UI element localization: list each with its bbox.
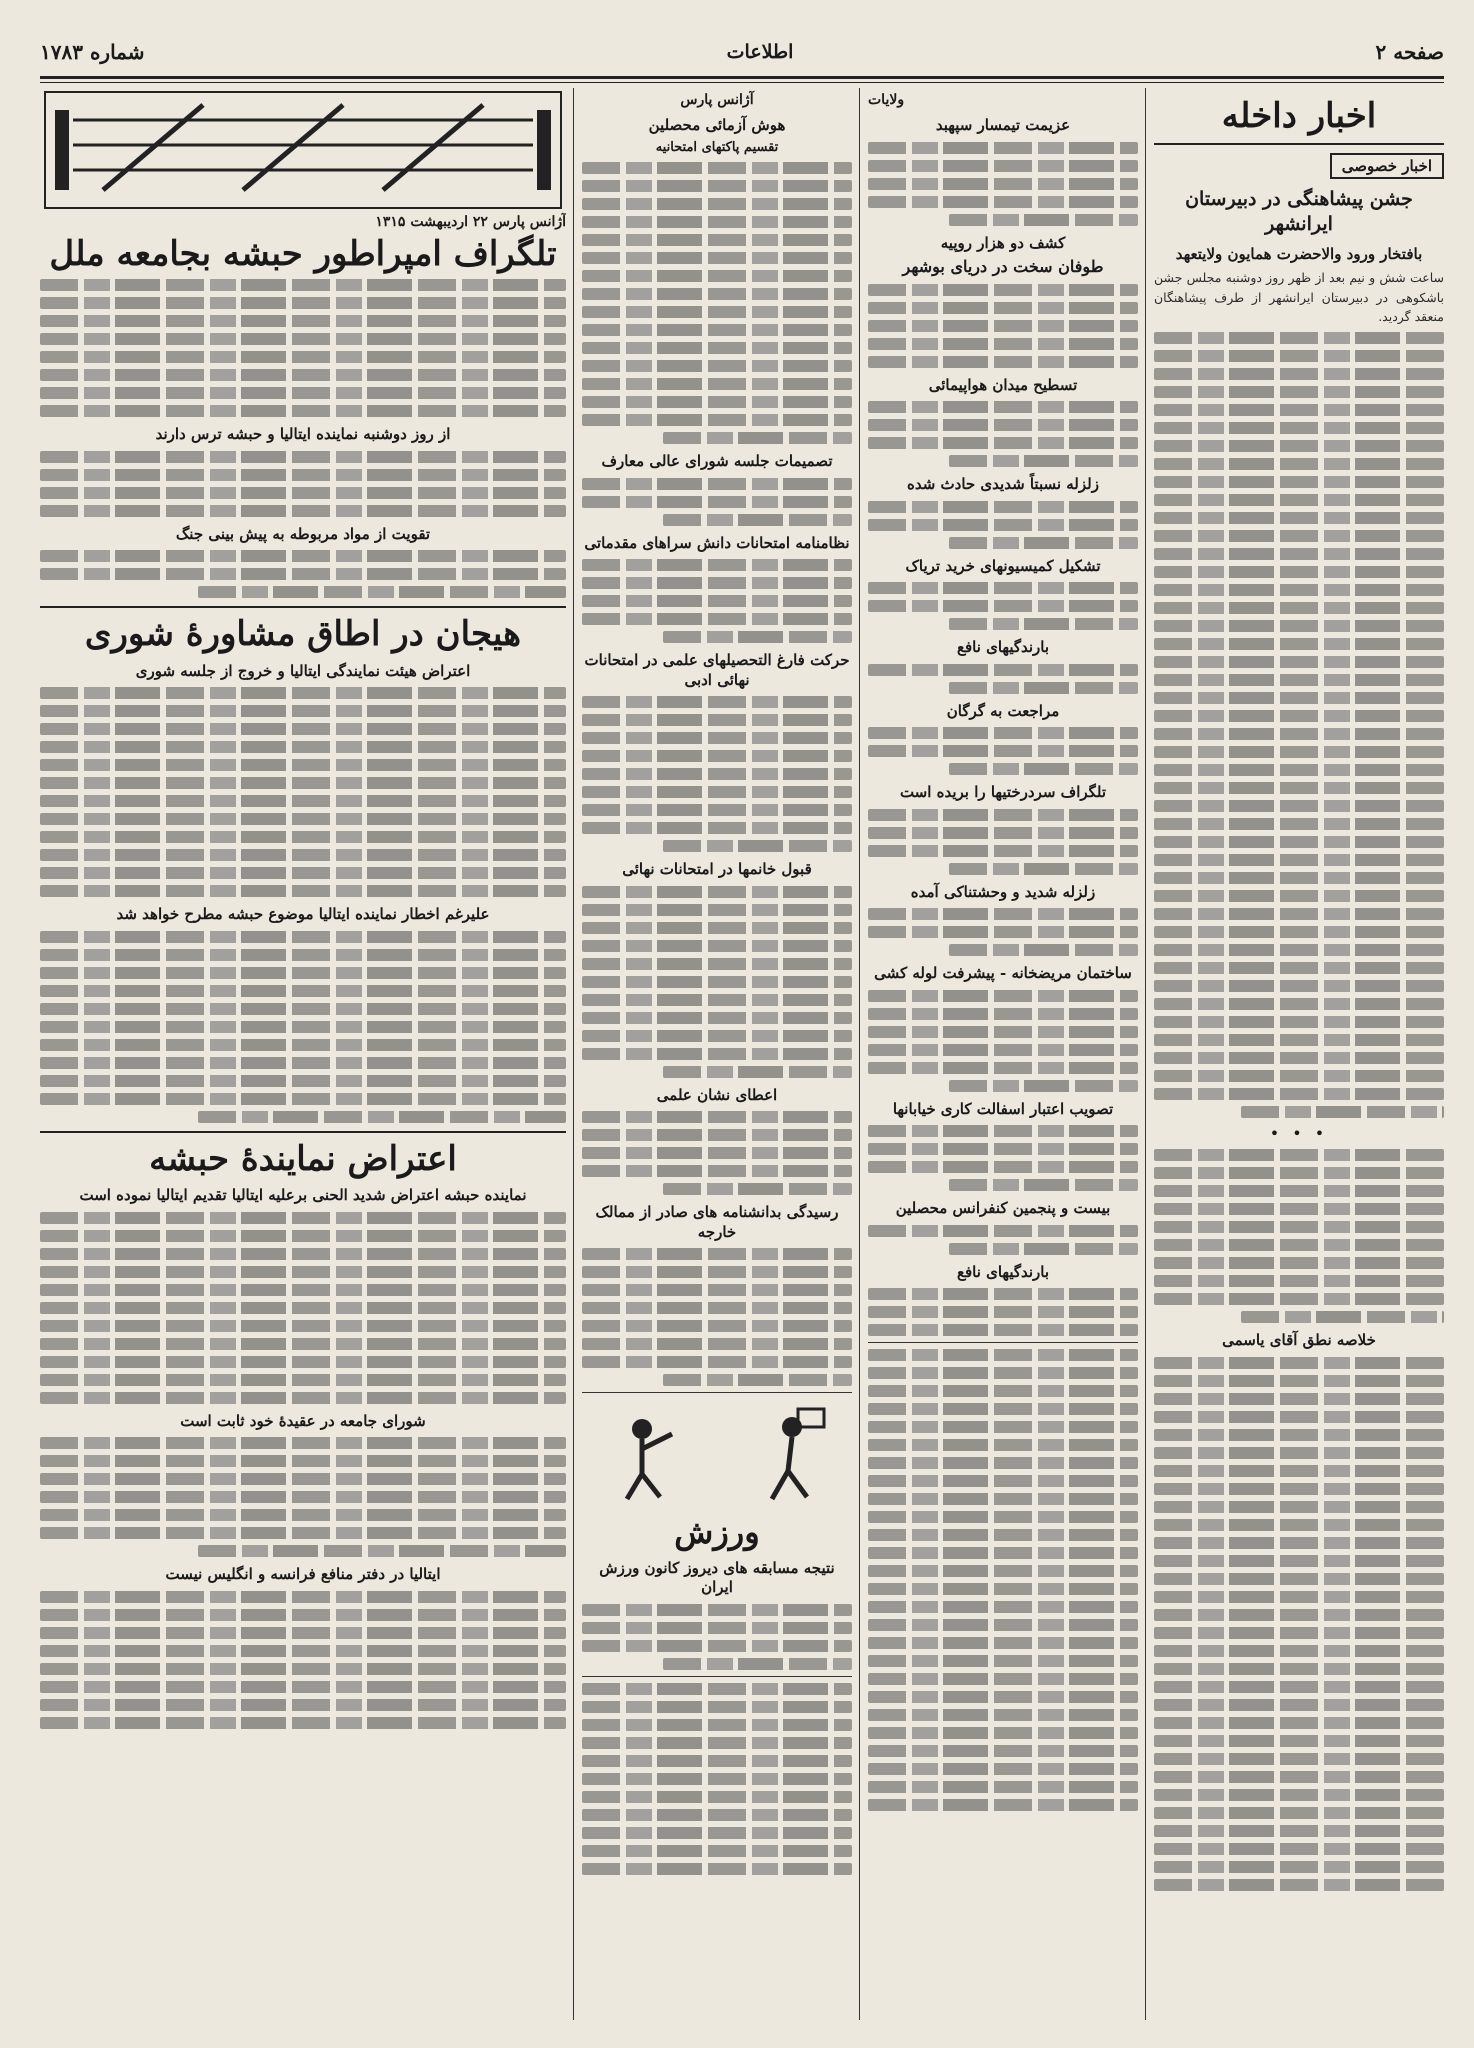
- article-body-1: [1154, 332, 1444, 1118]
- column-rule: [573, 88, 574, 2020]
- headline-ethiopia-protest: اعتراض نمایندهٔ حبشه: [149, 1138, 457, 1179]
- headline-telegraph: تلگراف سردرختیها را بریده است: [899, 783, 1107, 802]
- subhead-italy-interests: ایتالیا در دفتر منافع فرانسه و انگلیس نیست: [165, 1565, 441, 1584]
- section-title: اخبار داخله: [1221, 96, 1377, 136]
- headline-asphalt: تصویب اعتبار اسفالت کاری خیابانها: [892, 1099, 1114, 1118]
- sport-title: ورزش: [674, 1513, 760, 1552]
- headline-quake-2: زلزله شدید و وحشتناکی آمده: [910, 882, 1096, 901]
- headline-sepahbod: عزیمت تیمسار سپهبد: [935, 116, 1071, 134]
- subhead-fears: از روز دوشنبه نماینده ایتالیا و حبشه ترس دارند: [155, 425, 451, 444]
- divider: [40, 1131, 566, 1133]
- column-international: [40, 88, 566, 2020]
- headline-gorgan: مراجعت به گرگان: [946, 701, 1060, 720]
- headline-iq-test: هوش آزمائی محصلین: [648, 116, 786, 134]
- page-number: صفحه ۲: [1375, 40, 1444, 64]
- divider: [868, 1342, 1138, 1343]
- article-body-3: [1154, 1357, 1444, 1891]
- headline-conference: بیست و پنجمین کنفرانس محصلین: [895, 1199, 1111, 1218]
- headline-bushehr-storm: طوفان سخت در دریای بوشهر: [902, 257, 1104, 276]
- newspaper-page: [40, 30, 1444, 2020]
- masthead-rule-thin: [40, 82, 1444, 83]
- column-rule: [859, 88, 860, 2020]
- headline-medal: اعطای نشان علمی: [656, 1085, 778, 1104]
- column-education: [582, 88, 852, 2020]
- private-news-label: اخبار خصوصی: [1330, 153, 1444, 179]
- sport-emblem-icon: [602, 1399, 832, 1509]
- divider: [582, 1676, 852, 1677]
- masthead: [40, 30, 1444, 74]
- headline-scout-celebration: جشن پیشاهنگی در دبیرستان ایرانشهر: [1185, 188, 1413, 236]
- subhead-envelopes: تقسیم پاکتهای امتحانیه: [655, 139, 779, 155]
- column-rule: [1145, 88, 1146, 2020]
- agency-label: آژانس پارس: [680, 92, 754, 108]
- headline-women: قبول خانمها در امتحانات نهائی: [622, 860, 812, 879]
- telegraph-banner-icon: [43, 90, 563, 210]
- headline-yasemi-speech: خلاصه نطق آقای یاسمی: [1222, 1331, 1376, 1350]
- headline-council-excitement: هیجان در اطاق مشاورهٔ شوری: [84, 614, 522, 655]
- headline-rain: بارندگیهای نافع: [956, 638, 1050, 657]
- article-body-2: [1154, 1149, 1444, 1323]
- subhead-council-firm: شورای جامعه در عقیدهٔ خود ثابت است: [180, 1411, 426, 1430]
- headline-ethiopia-telegram: تلگراف امپراطور حبشه بجامعه ملل: [49, 234, 557, 274]
- newspaper-name: اطلاعات: [726, 41, 794, 63]
- dateline: آژانس پارس ۲۲ اردیبهشت ۱۳۱۵: [375, 214, 566, 230]
- headline-sport-results: نتیجه مسابقه های دیروز کانون ورزش ایران: [599, 1558, 835, 1597]
- subhead-protest: نماینده حبشه اعتراض شدید الحنی برعلیه ایتالیا تقدیم ایتالیا نموده است: [79, 1186, 527, 1205]
- article-intro: ساعت شش و نیم بعد از ظهر روز دوشنبه مجلس جشن باشکوهی در دبیرستان ایرانشهر از طرف پیشاهنگان منعقد گردید.: [1154, 270, 1444, 325]
- issue-number: شماره ۱۷۸۳: [40, 40, 145, 64]
- column-provinces: [868, 88, 1138, 2020]
- headline-council: تصمیمات جلسه شورای عالی معارف: [601, 452, 833, 471]
- subhead-italy-walkout: اعتراض هیئت نمایندگی ایتالیا و خروج از جلسه شوری: [135, 661, 471, 680]
- separator-stars: • • •: [1269, 1124, 1329, 1144]
- headline-foreign-degrees: رسیدگی بدانشنامه های صادر از ممالک خارجه: [595, 1203, 839, 1241]
- headline-graduates: حرکت فارغ التحصیلهای علمی در امتحانات نهائی ادبی: [584, 651, 850, 689]
- subhead-crown-prince: بافتخار ورود والاحضرت همایون ولایتعهد: [1175, 244, 1423, 263]
- divider: [582, 1392, 852, 1393]
- headline-rupee: کشف دو هزار روپیه: [940, 233, 1066, 252]
- headline-regulations: نظامنامه امتحانات دانش سراهای مقدماتی: [584, 533, 850, 552]
- headline-earthquake: زلزله نسبتاً شدیدی حادث شده: [907, 475, 1099, 494]
- headline-airfield: تسطیح میدان هواپیمائی: [928, 375, 1078, 394]
- masthead-rule: [40, 76, 1444, 79]
- divider: [1154, 143, 1444, 145]
- headline-hospital: ساختمان مریضخانه - پیشرفت لوله کشی: [874, 964, 1132, 983]
- column-domestic-news: [1154, 88, 1444, 2020]
- divider: [40, 606, 566, 608]
- subhead-war-preparation: تقویت از مواد مربوطه به پیش بینی جنگ: [175, 524, 431, 543]
- headline-opium: تشکیل کمیسیونهای خرید تریاک: [905, 556, 1101, 575]
- provinces-label: ولایات: [868, 92, 905, 108]
- subhead-despite-warning: علیرغم اخطار نماینده ایتالیا موضوع حبشه مطرح خواهد شد: [116, 905, 490, 924]
- headline-rain-2: بارندگیهای نافع: [956, 1262, 1050, 1281]
